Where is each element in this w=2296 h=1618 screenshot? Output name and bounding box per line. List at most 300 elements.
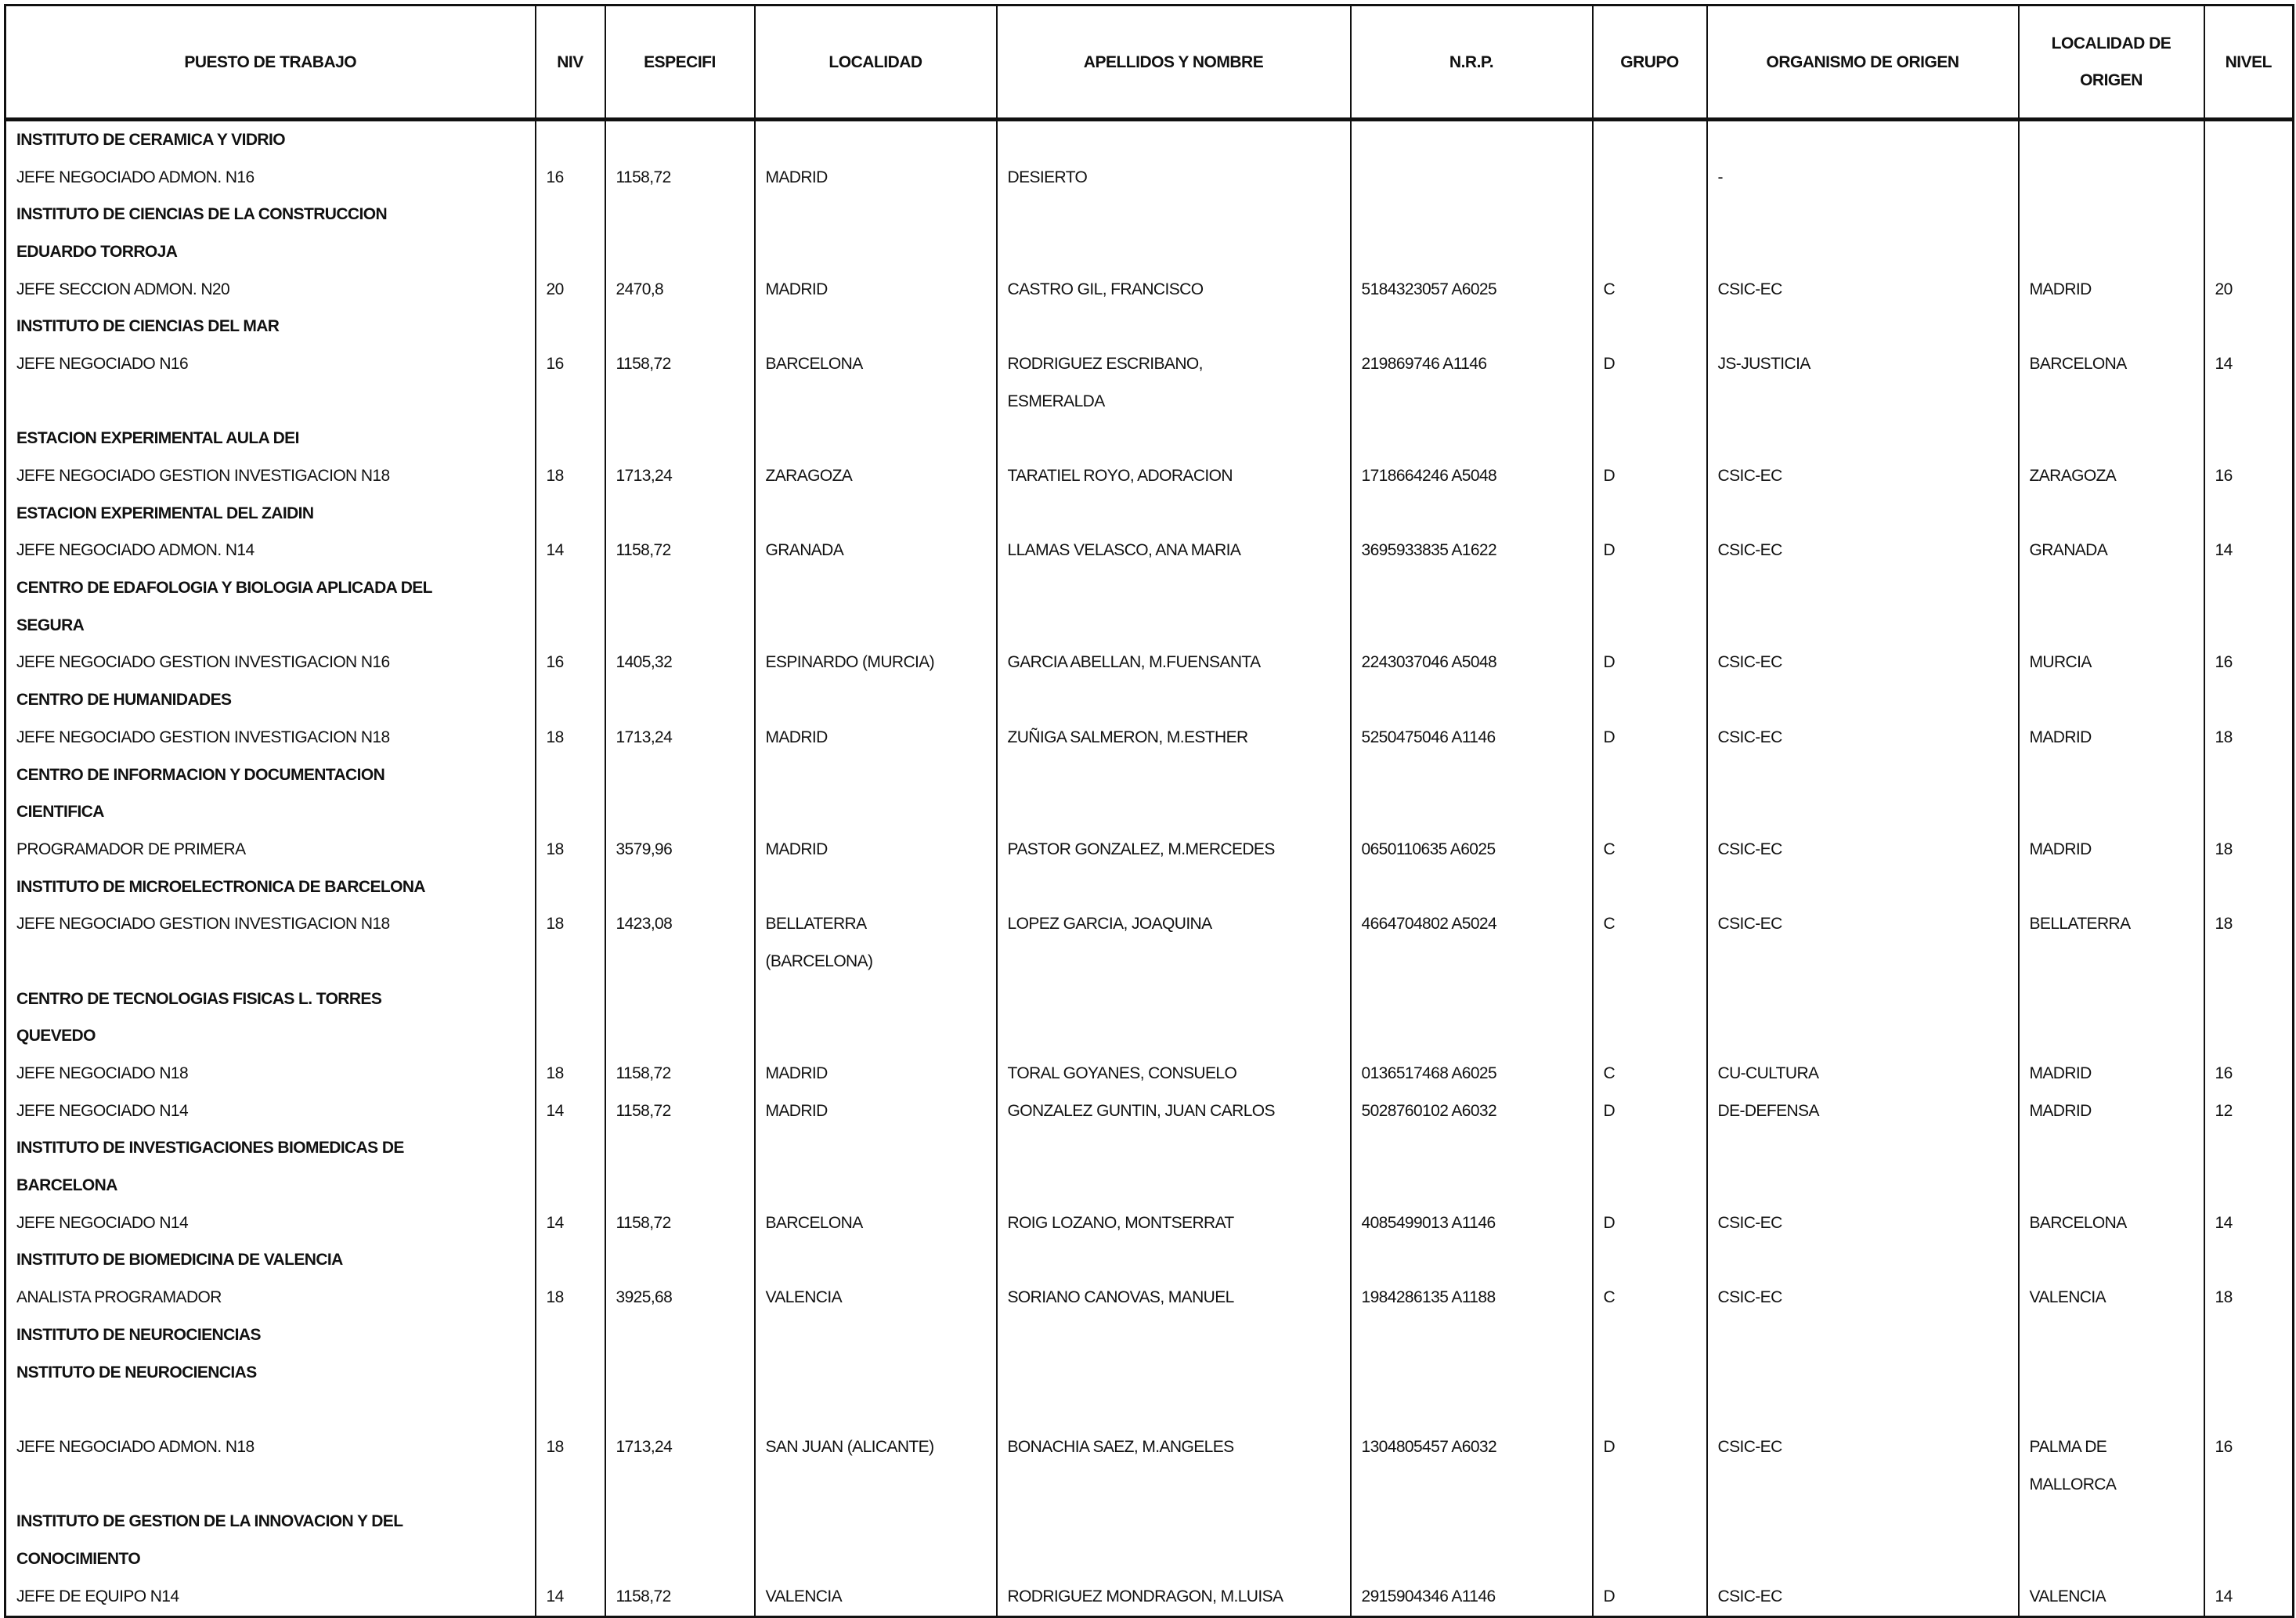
cell-grupo <box>1593 1167 1707 1204</box>
cell-organismo-origen <box>1707 421 2019 458</box>
cell-grupo: D <box>1593 1428 1707 1466</box>
cell-grupo <box>1593 757 1707 794</box>
cell-grupo <box>1593 1354 1707 1392</box>
cell-nrp: 1984286135 A1188 <box>1351 1279 1593 1316</box>
cell-nivel: 18 <box>2204 719 2294 757</box>
header-row <box>5 5 2294 120</box>
cell-especifi <box>605 1540 755 1578</box>
cell-nrp <box>1351 981 1593 1018</box>
cell-localidad <box>755 569 997 607</box>
cell-localidad <box>755 1466 997 1504</box>
cell-nrp: 4085499013 A1146 <box>1351 1204 1593 1242</box>
table-row <box>5 719 2294 757</box>
cell-apellidos-nombre <box>997 869 1351 906</box>
cell-apellidos-nombre: RODRIGUEZ MONDRAGON, M.LUISA <box>997 1578 1351 1616</box>
cell-organismo-origen: CSIC-EC <box>1707 905 2019 943</box>
header-niv: NIV <box>536 5 605 120</box>
cell-puesto <box>5 383 536 421</box>
header-localidad: LOCALIDAD <box>755 5 997 120</box>
cell-nrp: 219869746 A1146 <box>1351 345 1593 383</box>
cell-localidad-origen <box>2019 793 2204 831</box>
cell-organismo-origen: - <box>1707 159 2019 197</box>
cell-niv <box>536 869 605 906</box>
cell-localidad-origen <box>2019 681 2204 719</box>
cell-niv <box>536 495 605 533</box>
cell-nivel: 12 <box>2204 1093 2294 1130</box>
cell-apellidos-nombre: DESIERTO <box>997 159 1351 197</box>
cell-nrp <box>1351 1130 1593 1168</box>
cell-especifi <box>605 569 755 607</box>
cell-organismo-origen <box>1707 1540 2019 1578</box>
cell-nivel <box>2204 869 2294 906</box>
cell-localidad-origen: PALMA DE <box>2019 1428 2204 1466</box>
cell-niv <box>536 1242 605 1280</box>
cell-niv <box>536 120 605 159</box>
cell-organismo-origen <box>1707 1167 2019 1204</box>
cell-organismo-origen <box>1707 943 2019 981</box>
cell-niv <box>536 1540 605 1578</box>
cell-localidad-origen <box>2019 159 2204 197</box>
cell-especifi <box>605 383 755 421</box>
cell-puesto: JEFE NEGOCIADO N14 <box>5 1204 536 1242</box>
cell-localidad <box>755 869 997 906</box>
organization-name: SEGURA <box>5 607 536 645</box>
organization-row <box>5 1242 2294 1280</box>
cell-apellidos-nombre: LLAMAS VELASCO, ANA MARIA <box>997 533 1351 570</box>
cell-apellidos-nombre <box>997 757 1351 794</box>
cell-nivel <box>2204 1242 2294 1280</box>
organization-row <box>5 869 2294 906</box>
cell-localidad <box>755 1130 997 1168</box>
table-row <box>5 457 2294 495</box>
table-row <box>5 645 2294 682</box>
cell-especifi <box>605 1503 755 1540</box>
table-row <box>5 1578 2294 1616</box>
cell-localidad: MADRID <box>755 1055 997 1093</box>
cell-localidad: ESPINARDO (MURCIA) <box>755 645 997 682</box>
cell-niv: 16 <box>536 645 605 682</box>
cell-apellidos-nombre <box>997 943 1351 981</box>
cell-nrp <box>1351 1242 1593 1280</box>
cell-apellidos-nombre <box>997 1391 1351 1428</box>
cell-nrp: 2915904346 A1146 <box>1351 1578 1593 1616</box>
cell-organismo-origen <box>1707 233 2019 271</box>
cell-localidad <box>755 607 997 645</box>
cell-niv <box>536 1466 605 1504</box>
cell-organismo-origen <box>1707 1018 2019 1056</box>
cell-grupo <box>1593 981 1707 1018</box>
cell-organismo-origen <box>1707 1503 2019 1540</box>
table-row <box>5 159 2294 197</box>
cell-niv: 18 <box>536 1279 605 1316</box>
cell-especifi <box>605 308 755 345</box>
cell-localidad <box>755 981 997 1018</box>
cell-nivel: 14 <box>2204 533 2294 570</box>
cell-nivel: 16 <box>2204 645 2294 682</box>
cell-nrp <box>1351 120 1593 159</box>
cell-nivel <box>2204 793 2294 831</box>
cell-apellidos-nombre <box>997 1354 1351 1392</box>
cell-nivel <box>2204 569 2294 607</box>
cell-especifi: 1713,24 <box>605 1428 755 1466</box>
cell-localidad-origen <box>2019 1018 2204 1056</box>
organization-name: CIENTIFICA <box>5 793 536 831</box>
cell-niv <box>536 1391 605 1428</box>
cell-puesto: JEFE NEGOCIADO GESTION INVESTIGACION N18 <box>5 719 536 757</box>
cell-apellidos-nombre: PASTOR GONZALEZ, M.MERCEDES <box>997 831 1351 869</box>
cell-localidad-origen <box>2019 1391 2204 1428</box>
cell-apellidos-nombre <box>997 196 1351 233</box>
organization-name: INSTITUTO DE CIENCIAS DEL MAR <box>5 308 536 345</box>
cell-organismo-origen: JS-JUSTICIA <box>1707 345 2019 383</box>
cell-nrp <box>1351 1540 1593 1578</box>
cell-nrp <box>1351 1354 1593 1392</box>
organization-row <box>5 981 2294 1018</box>
cell-localidad <box>755 757 997 794</box>
cell-apellidos-nombre <box>997 1018 1351 1056</box>
cell-grupo <box>1593 793 1707 831</box>
cell-localidad: ZARAGOZA <box>755 457 997 495</box>
cell-localidad-origen: VALENCIA <box>2019 1279 2204 1316</box>
cell-nivel <box>2204 1130 2294 1168</box>
cell-especifi <box>605 943 755 981</box>
organization-name: CENTRO DE INFORMACION Y DOCUMENTACION <box>5 757 536 794</box>
cell-nivel <box>2204 383 2294 421</box>
table-row <box>5 1466 2294 1504</box>
cell-organismo-origen <box>1707 308 2019 345</box>
cell-nrp <box>1351 569 1593 607</box>
cell-puesto: JEFE NEGOCIADO N14 <box>5 1093 536 1130</box>
organization-name: INSTITUTO DE INVESTIGACIONES BIOMEDICAS DE <box>5 1130 536 1168</box>
cell-apellidos-nombre: ESMERALDA <box>997 383 1351 421</box>
cell-nivel <box>2204 1354 2294 1392</box>
cell-localidad-origen <box>2019 1540 2204 1578</box>
cell-localidad-origen: BELLATERRA <box>2019 905 2204 943</box>
cell-grupo <box>1593 569 1707 607</box>
cell-localidad-origen: MADRID <box>2019 1093 2204 1130</box>
table-row <box>5 1204 2294 1242</box>
cell-nrp: 0650110635 A6025 <box>1351 831 1593 869</box>
cell-niv: 18 <box>536 1428 605 1466</box>
cell-organismo-origen: CSIC-EC <box>1707 1428 2019 1466</box>
cell-niv <box>536 1167 605 1204</box>
cell-apellidos-nombre <box>997 1130 1351 1168</box>
cell-organismo-origen <box>1707 757 2019 794</box>
cell-niv <box>536 1354 605 1392</box>
organization-row <box>5 233 2294 271</box>
table-row <box>5 1279 2294 1316</box>
organization-row <box>5 1354 2294 1392</box>
cell-especifi: 3925,68 <box>605 1279 755 1316</box>
organization-row <box>5 757 2294 794</box>
cell-localidad <box>755 120 997 159</box>
cell-grupo <box>1593 681 1707 719</box>
table-row <box>5 943 2294 981</box>
cell-niv: 14 <box>536 533 605 570</box>
cell-nivel <box>2204 196 2294 233</box>
cell-grupo: D <box>1593 645 1707 682</box>
cell-localidad: BELLATERRA <box>755 905 997 943</box>
organization-name: CONOCIMIENTO <box>5 1540 536 1578</box>
cell-organismo-origen: CSIC-EC <box>1707 719 2019 757</box>
cell-localidad-origen <box>2019 1354 2204 1392</box>
table-row <box>5 271 2294 309</box>
cell-localidad-origen <box>2019 120 2204 159</box>
cell-especifi <box>605 1466 755 1504</box>
cell-nivel: 20 <box>2204 271 2294 309</box>
cell-localidad: BARCELONA <box>755 345 997 383</box>
table-row <box>5 533 2294 570</box>
cell-niv: 16 <box>536 345 605 383</box>
cell-especifi: 2470,8 <box>605 271 755 309</box>
cell-localidad-origen: MADRID <box>2019 271 2204 309</box>
cell-nrp <box>1351 196 1593 233</box>
cell-nivel <box>2204 421 2294 458</box>
cell-grupo: C <box>1593 831 1707 869</box>
organization-name: INSTITUTO DE GESTION DE LA INNOVACION Y DEL <box>5 1503 536 1540</box>
cell-nivel <box>2204 1018 2294 1056</box>
organization-row <box>5 569 2294 607</box>
cell-nivel <box>2204 607 2294 645</box>
cell-apellidos-nombre: GONZALEZ GUNTIN, JUAN CARLOS <box>997 1093 1351 1130</box>
organization-name: NSTITUTO DE NEUROCIENCIAS <box>5 1354 536 1392</box>
cell-localidad: SAN JUAN (ALICANTE) <box>755 1428 997 1466</box>
cell-niv <box>536 233 605 271</box>
cell-grupo <box>1593 869 1707 906</box>
cell-localidad-origen <box>2019 383 2204 421</box>
cell-nrp <box>1351 495 1593 533</box>
cell-nivel <box>2204 757 2294 794</box>
cell-especifi: 1713,24 <box>605 457 755 495</box>
cell-nivel: 14 <box>2204 345 2294 383</box>
cell-grupo <box>1593 1503 1707 1540</box>
cell-niv: 18 <box>536 831 605 869</box>
cell-localidad <box>755 383 997 421</box>
cell-especifi <box>605 869 755 906</box>
cell-grupo <box>1593 1466 1707 1504</box>
cell-apellidos-nombre <box>997 1466 1351 1504</box>
cell-apellidos-nombre <box>997 1242 1351 1280</box>
organization-row <box>5 607 2294 645</box>
cell-especifi <box>605 1167 755 1204</box>
table-body <box>5 120 2294 1617</box>
cell-niv <box>536 981 605 1018</box>
cell-puesto: JEFE NEGOCIADO GESTION INVESTIGACION N18 <box>5 457 536 495</box>
cell-niv <box>536 757 605 794</box>
header-puesto: PUESTO DE TRABAJO <box>5 5 536 120</box>
cell-niv: 18 <box>536 457 605 495</box>
table-row <box>5 831 2294 869</box>
cell-localidad-origen: MALLORCA <box>2019 1466 2204 1504</box>
cell-puesto: JEFE SECCION ADMON. N20 <box>5 271 536 309</box>
cell-especifi <box>605 1242 755 1280</box>
organization-row <box>5 196 2294 233</box>
cell-apellidos-nombre: CASTRO GIL, FRANCISCO <box>997 271 1351 309</box>
cell-localidad: VALENCIA <box>755 1578 997 1616</box>
cell-organismo-origen: CSIC-EC <box>1707 271 2019 309</box>
cell-nivel: 18 <box>2204 905 2294 943</box>
cell-localidad-origen <box>2019 233 2204 271</box>
cell-grupo: C <box>1593 271 1707 309</box>
cell-nrp: 2243037046 A5048 <box>1351 645 1593 682</box>
cell-nrp: 4664704802 A5024 <box>1351 905 1593 943</box>
cell-puesto: ANALISTA PROGRAMADOR <box>5 1279 536 1316</box>
cell-localidad: VALENCIA <box>755 1279 997 1316</box>
cell-localidad <box>755 1242 997 1280</box>
cell-niv: 20 <box>536 271 605 309</box>
cell-nivel: 16 <box>2204 1428 2294 1466</box>
cell-apellidos-nombre: BONACHIA SAEZ, M.ANGELES <box>997 1428 1351 1466</box>
cell-localidad-origen <box>2019 981 2204 1018</box>
cell-apellidos-nombre: TORAL GOYANES, CONSUELO <box>997 1055 1351 1093</box>
cell-grupo: D <box>1593 1204 1707 1242</box>
table-row <box>5 1391 2294 1428</box>
cell-apellidos-nombre <box>997 981 1351 1018</box>
cell-organismo-origen: CSIC-EC <box>1707 533 2019 570</box>
cell-localidad-origen: VALENCIA <box>2019 1578 2204 1616</box>
cell-nrp <box>1351 869 1593 906</box>
cell-organismo-origen: CU-CULTURA <box>1707 1055 2019 1093</box>
cell-localidad-origen <box>2019 943 2204 981</box>
cell-nivel: 16 <box>2204 457 2294 495</box>
organization-name: INSTITUTO DE NEUROCIENCIAS <box>5 1316 536 1354</box>
cell-grupo <box>1593 1242 1707 1280</box>
cell-puesto: JEFE NEGOCIADO N18 <box>5 1055 536 1093</box>
cell-especifi <box>605 607 755 645</box>
cell-nivel <box>2204 681 2294 719</box>
cell-especifi <box>605 1018 755 1056</box>
cell-niv <box>536 1316 605 1354</box>
document-page <box>4 4 2294 1618</box>
cell-grupo: D <box>1593 1093 1707 1130</box>
cell-localidad: (BARCELONA) <box>755 943 997 981</box>
cell-nivel <box>2204 981 2294 1018</box>
cell-organismo-origen <box>1707 981 2019 1018</box>
cell-grupo <box>1593 1540 1707 1578</box>
cell-localidad <box>755 421 997 458</box>
organization-name: INSTITUTO DE MICROELECTRONICA DE BARCELONA <box>5 869 536 906</box>
cell-localidad <box>755 1503 997 1540</box>
cell-apellidos-nombre: SORIANO CANOVAS, MANUEL <box>997 1279 1351 1316</box>
cell-niv: 16 <box>536 159 605 197</box>
cell-nivel <box>2204 1316 2294 1354</box>
cell-nivel <box>2204 120 2294 159</box>
cell-localidad-origen: ZARAGOZA <box>2019 457 2204 495</box>
cell-grupo: C <box>1593 1055 1707 1093</box>
cell-grupo <box>1593 1316 1707 1354</box>
cell-puesto <box>5 943 536 981</box>
cell-organismo-origen <box>1707 120 2019 159</box>
cell-nrp: 3695933835 A1622 <box>1351 533 1593 570</box>
cell-grupo: C <box>1593 1279 1707 1316</box>
cell-niv <box>536 943 605 981</box>
cell-localidad-origen <box>2019 1130 2204 1168</box>
cell-localidad <box>755 681 997 719</box>
cell-niv: 14 <box>536 1578 605 1616</box>
cell-nrp <box>1351 681 1593 719</box>
cell-organismo-origen <box>1707 681 2019 719</box>
organization-name: ESTACION EXPERIMENTAL DEL ZAIDIN <box>5 495 536 533</box>
cell-apellidos-nombre <box>997 495 1351 533</box>
cell-localidad-origen: BARCELONA <box>2019 1204 2204 1242</box>
cell-localidad: MADRID <box>755 159 997 197</box>
cell-localidad-origen: BARCELONA <box>2019 345 2204 383</box>
cell-localidad-origen <box>2019 1167 2204 1204</box>
header-apellidos-nombre: APELLIDOS Y NOMBRE <box>997 5 1351 120</box>
organization-row <box>5 495 2294 533</box>
table-row <box>5 905 2294 943</box>
organization-row <box>5 1503 2294 1540</box>
header-especifi: ESPECIFI <box>605 5 755 120</box>
cell-especifi <box>605 1354 755 1392</box>
cell-nivel: 18 <box>2204 1279 2294 1316</box>
cell-localidad <box>755 1354 997 1392</box>
cell-organismo-origen: CSIC-EC <box>1707 831 2019 869</box>
header-organismo-origen: ORGANISMO DE ORIGEN <box>1707 5 2019 120</box>
cell-organismo-origen <box>1707 569 2019 607</box>
cell-localidad: MADRID <box>755 831 997 869</box>
cell-grupo <box>1593 1391 1707 1428</box>
cell-apellidos-nombre <box>997 569 1351 607</box>
cell-nrp: 5184323057 A6025 <box>1351 271 1593 309</box>
header-localidad-origen: LOCALIDAD DE ORIGEN <box>2019 5 2204 120</box>
cell-puesto <box>5 1391 536 1428</box>
organization-name: INSTITUTO DE CERAMICA Y VIDRIO <box>5 120 536 159</box>
cell-nivel <box>2204 943 2294 981</box>
cell-localidad <box>755 1316 997 1354</box>
cell-especifi <box>605 981 755 1018</box>
cell-localidad: MADRID <box>755 1093 997 1130</box>
cell-organismo-origen <box>1707 383 2019 421</box>
cell-grupo: D <box>1593 1578 1707 1616</box>
cell-niv <box>536 681 605 719</box>
cell-apellidos-nombre <box>997 1503 1351 1540</box>
cell-localidad <box>755 196 997 233</box>
organization-name: BARCELONA <box>5 1167 536 1204</box>
cell-niv <box>536 1130 605 1168</box>
organization-name: CENTRO DE EDAFOLOGIA Y BIOLOGIA APLICADA DEL <box>5 569 536 607</box>
cell-nivel <box>2204 1167 2294 1204</box>
cell-nrp <box>1351 757 1593 794</box>
cell-localidad-origen <box>2019 196 2204 233</box>
cell-organismo-origen <box>1707 1130 2019 1168</box>
cell-organismo-origen <box>1707 495 2019 533</box>
cell-nrp <box>1351 233 1593 271</box>
cell-organismo-origen: CSIC-EC <box>1707 1204 2019 1242</box>
cell-especifi <box>605 495 755 533</box>
cell-apellidos-nombre: LOPEZ GARCIA, JOAQUINA <box>997 905 1351 943</box>
cell-organismo-origen <box>1707 1242 2019 1280</box>
cell-apellidos-nombre <box>997 308 1351 345</box>
cell-localidad-origen <box>2019 1242 2204 1280</box>
cell-puesto: PROGRAMADOR DE PRIMERA <box>5 831 536 869</box>
cell-apellidos-nombre <box>997 233 1351 271</box>
cell-localidad-origen <box>2019 495 2204 533</box>
cell-grupo: D <box>1593 457 1707 495</box>
cell-grupo: D <box>1593 345 1707 383</box>
cell-especifi <box>605 1130 755 1168</box>
cell-grupo <box>1593 383 1707 421</box>
cell-grupo <box>1593 159 1707 197</box>
cell-niv <box>536 421 605 458</box>
cell-nivel <box>2204 1540 2294 1578</box>
cell-nrp: 5028760102 A6032 <box>1351 1093 1593 1130</box>
cell-niv <box>536 308 605 345</box>
cell-nrp: 5250475046 A1146 <box>1351 719 1593 757</box>
cell-nivel <box>2204 1466 2294 1504</box>
cell-niv: 18 <box>536 719 605 757</box>
cell-nrp <box>1351 1466 1593 1504</box>
